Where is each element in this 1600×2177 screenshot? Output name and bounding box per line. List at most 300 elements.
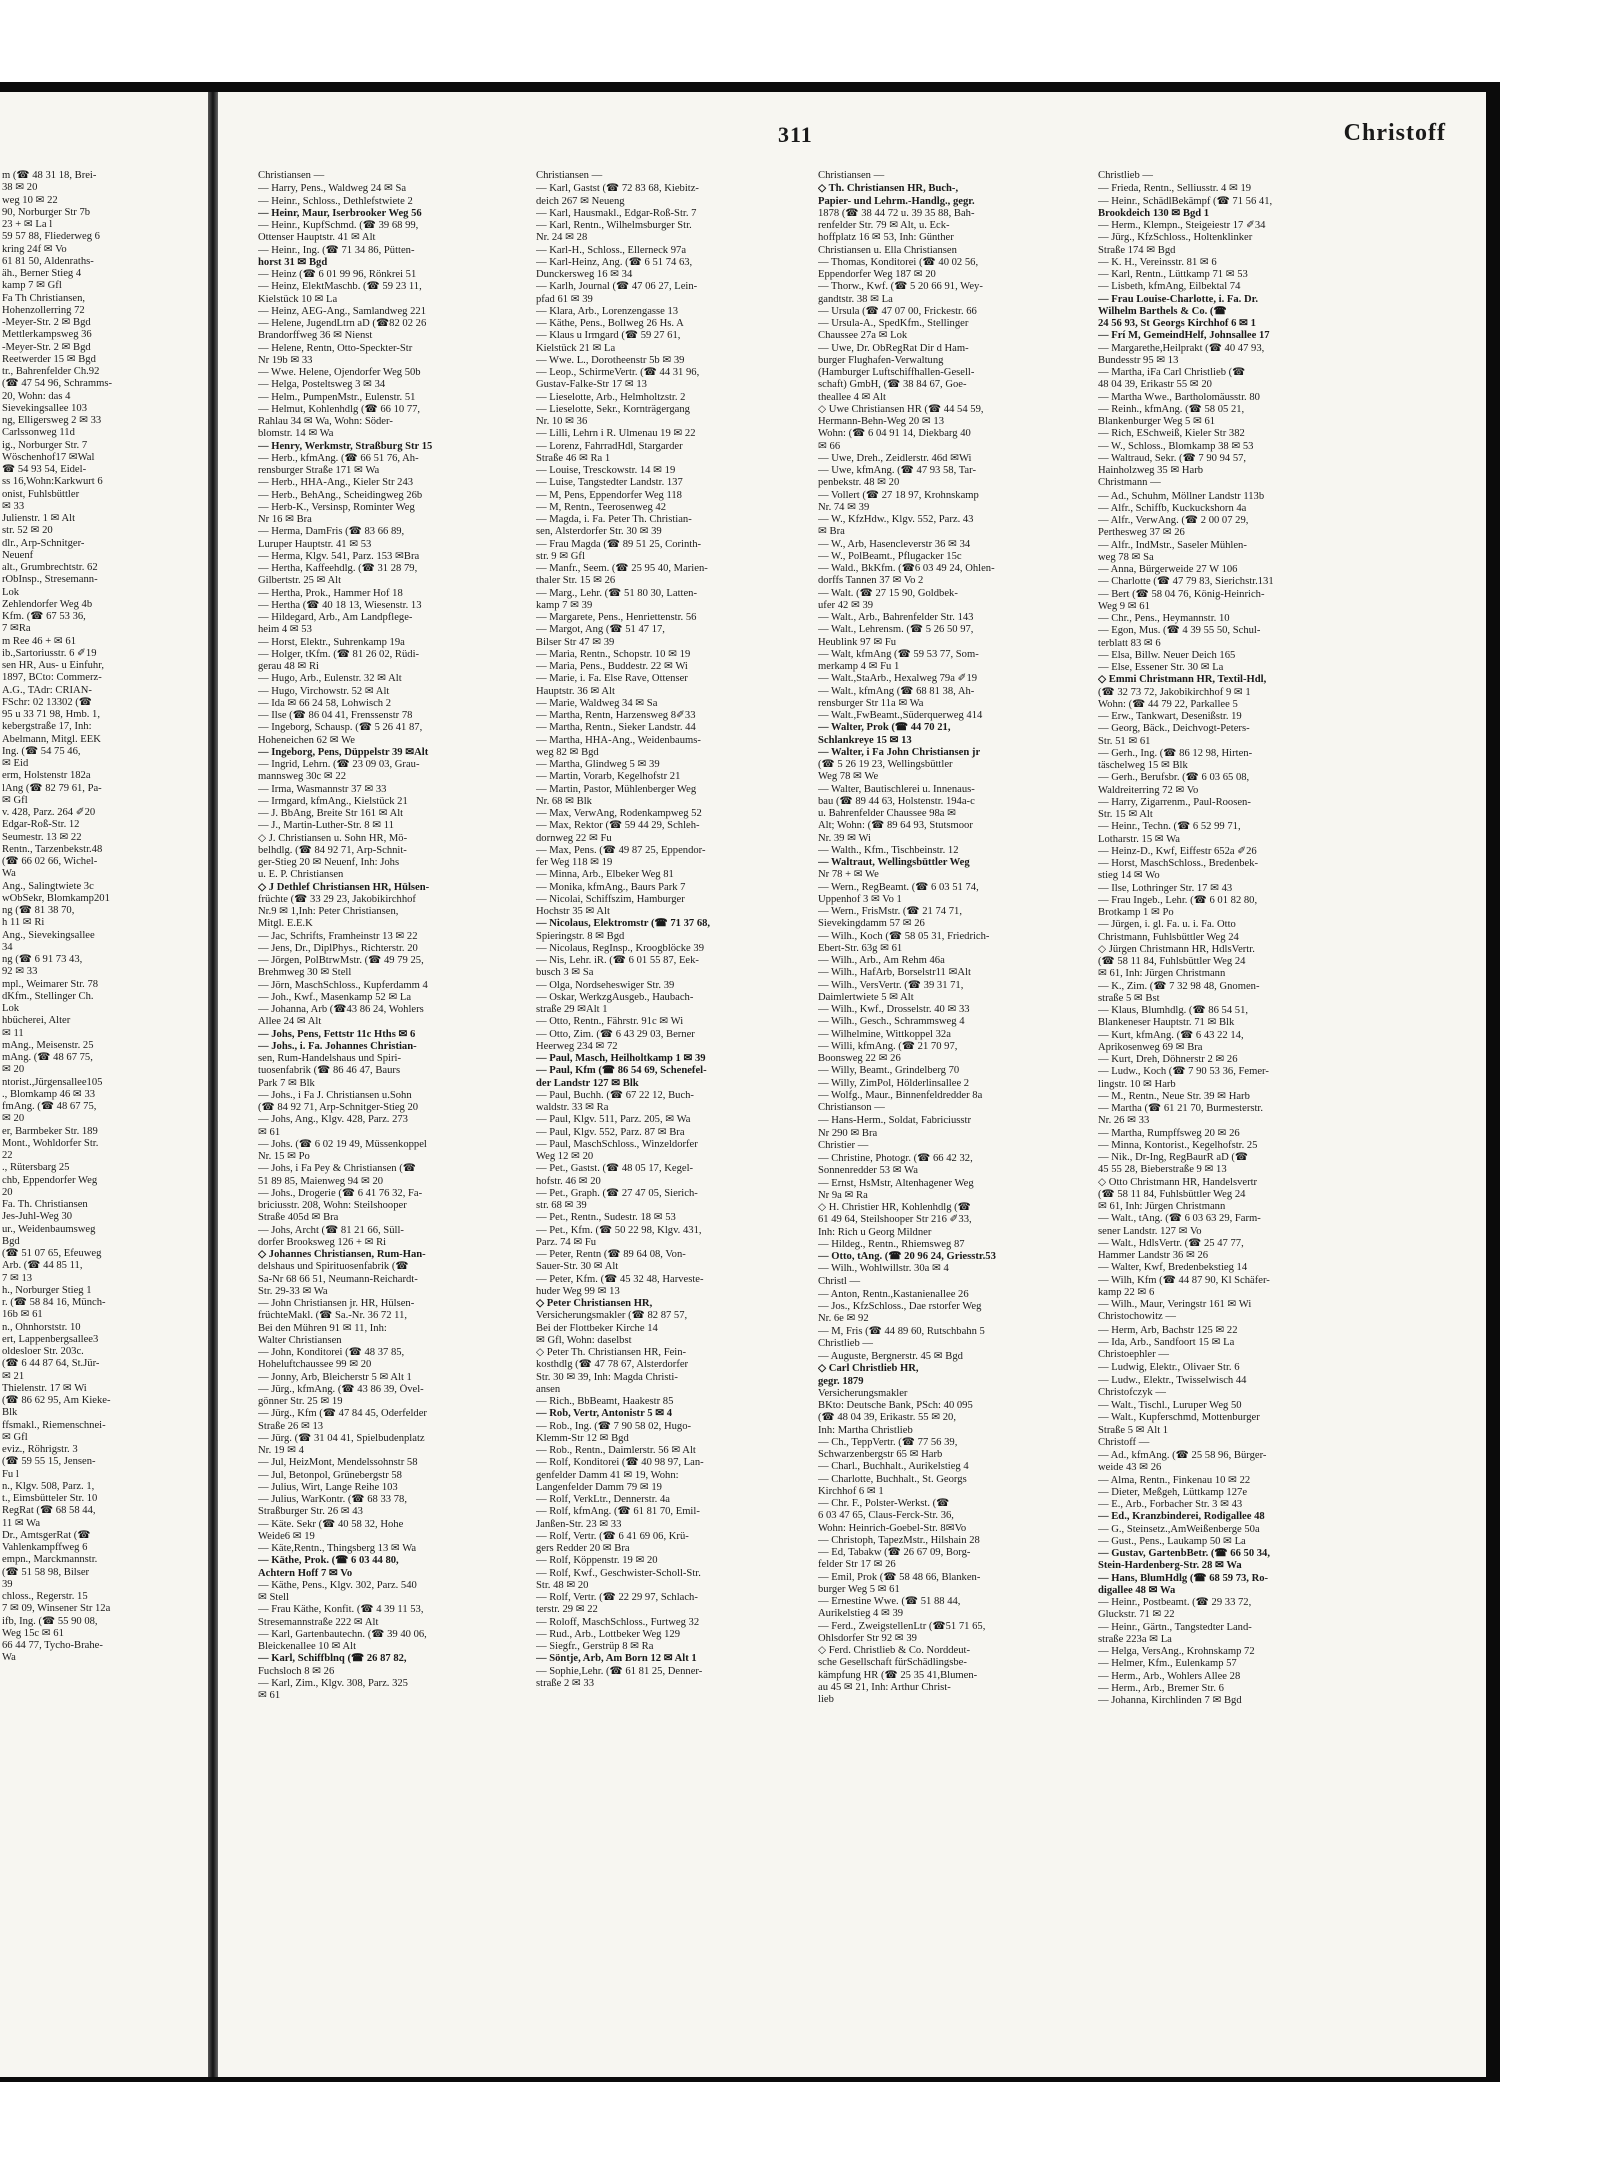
- directory-entry-line: — Jürg. (☎ 31 04 41, Spielbudenplatz: [258, 1432, 425, 1444]
- directory-entry-line: — Luise, Tangstedter Landstr. 137: [536, 477, 683, 489]
- directory-entry-line: — Karl, Schiffblnq (☎ 26 87 82,: [258, 1653, 407, 1665]
- directory-entry-line: str. 52 ✉ 20: [2, 525, 53, 537]
- directory-entry-line: ✉ Gfl: [2, 794, 28, 806]
- directory-entry-line: Nr. 10 ✉ 36: [536, 416, 588, 427]
- directory-entry-line: — Walt., tAng. (☎ 6 03 63 29, Farm-: [1098, 1213, 1261, 1225]
- directory-entry-line: kamp 7 ✉ 39: [536, 599, 593, 611]
- directory-entry-line: Schwarzenbergstr 65 ✉ Harb: [818, 1449, 943, 1460]
- directory-entry-line: Hoheluftchaussee 99 ✉ 20: [258, 1359, 372, 1371]
- directory-entry-line: str. 68 ✉ 39: [536, 1200, 587, 1211]
- directory-entry-line: Ohlsdorfer Str 92 ✉ 39: [818, 1632, 917, 1644]
- directory-entry-line: — Wilh., Arb., Am Rehm 46a: [818, 955, 945, 966]
- directory-entry-line: theallee 4 ✉ Alt: [818, 391, 887, 403]
- directory-entry-line: oldesloer Str. 203c.: [2, 1346, 84, 1357]
- directory-entry-line: Sievekingsallee 103: [2, 402, 88, 414]
- directory-entry-line: — Oskar, WerkzgAusgeb., Haubach-: [536, 991, 694, 1003]
- directory-entry-line: — Käte. Sekr (☎ 40 58 32, Hohe: [258, 1518, 404, 1530]
- directory-entry-line: — Wern., RegBeamt. (☎ 6 03 51 74,: [818, 881, 979, 893]
- directory-entry-line: n., Klgv. 508, Parz. 1,: [2, 1480, 95, 1492]
- directory-entry-line: busch 3 ✉ Sa: [536, 967, 594, 979]
- directory-entry-line: — Jürg., KfzSchloss., Holtenklinker: [1098, 232, 1253, 244]
- directory-entry-line: Hauptstr. 36 ✉ Alt: [536, 685, 615, 697]
- directory-entry-line: 16b ✉ 61: [2, 1309, 43, 1321]
- directory-entry-line: Kielstück 10 ✉ La: [258, 293, 338, 305]
- directory-entry-line: Gilbertstr. 25 ✉ Alt: [258, 575, 342, 587]
- directory-entry-line: — W., Arb, Hasencleverstr 36 ✉ 34: [818, 538, 971, 550]
- directory-entry-line: — Charl., Buchhalt., Aurikelstieg 4: [818, 1461, 969, 1473]
- directory-entry-line: Str. 29-33 ✉ Wa: [258, 1285, 328, 1297]
- directory-entry-line: Christlieb —: [1098, 170, 1154, 181]
- directory-entry-line: — Frau Käthe, Konfit. (☎ 4 39 11 53,: [258, 1604, 424, 1616]
- directory-entry-line: dorffs Tannen 37 ✉ Vo 2: [818, 575, 924, 587]
- directory-entry-line: — Martha, iFa Carl Christlieb (☎: [1098, 367, 1246, 378]
- directory-entry-line: — Waltraut, Wellingsbüttler Weg: [818, 857, 970, 868]
- directory-entry-line: — Rich., BbBeamt, Haakestr 85: [536, 1396, 674, 1407]
- directory-entry-line: 48 04 39, Erikastr 55 ✉ 20: [1098, 379, 1212, 391]
- directory-entry-line: 59 57 88, Fliederweg 6: [2, 231, 100, 243]
- directory-entry-line: ✉ 21: [2, 1370, 25, 1382]
- directory-entry-line: — Pet., Kfm. (☎ 50 22 98, Klgv. 431,: [536, 1224, 702, 1236]
- directory-entry-line: (☎ 59 55 15, Jensen-: [2, 1456, 96, 1468]
- directory-column-2: [536, 170, 768, 1690]
- directory-entry-line: u. E. P. Christiansen: [258, 869, 344, 881]
- directory-entry-line: (☎ 58 11 84, Fuhlsbüttler Weg 24: [1098, 956, 1246, 967]
- directory-entry-line: — Georg, Bäck., Deichvogt-Peters-: [1098, 723, 1250, 735]
- directory-entry-line: Zehlendorfer Weg 4b: [2, 598, 93, 610]
- directory-entry-line: — Rich, ESchweiß, Kieler Str 382: [1098, 428, 1245, 440]
- directory-entry-line: terstr. 29 ✉ 22: [536, 1604, 598, 1616]
- directory-entry-line: — Hildeg., Rentn., Rhiemsweg 87: [818, 1238, 965, 1250]
- directory-entry-line: 20, Wohn: das 4: [2, 390, 71, 402]
- directory-entry-line: — Ida, Arb., Sandfoort 15 ✉ La: [1098, 1336, 1235, 1348]
- directory-entry-line: — Ad., kfmAng. (☎ 25 58 96, Bürger-: [1098, 1450, 1267, 1461]
- directory-entry-line: Achtern Hoff 7 ✉ Vo: [258, 1567, 353, 1579]
- directory-entry-line: u. Bahrenfelder Chaussee 98a ✉: [818, 808, 957, 819]
- directory-entry-line: Hochstr 35 ✉ Alt: [536, 906, 610, 917]
- directory-entry-line: Blankenburger Weg 5 ✉ 61: [1098, 416, 1216, 427]
- directory-entry-line: Neuenf: [2, 549, 34, 561]
- directory-entry-line: — Ingrid, Lehrn. (☎ 23 09 03, Grau-: [258, 759, 420, 770]
- directory-entry-line: Boonsweg 22 ✉ 26: [818, 1053, 901, 1064]
- directory-entry-line: — E., Arb., Forbacher Str. 3 ✉ 43: [1098, 1499, 1243, 1510]
- directory-entry-line: — Max, Pens. (☎ 49 87 25, Eppendor-: [536, 844, 706, 856]
- directory-entry-line: tr., Bahrenfelder Ch.92: [2, 366, 100, 377]
- directory-entry-line: — Uwe, Dreh., Zeidlerstr. 46d ✉Wi: [818, 452, 972, 464]
- directory-entry-line: — Söntje, Arb, Am Born 12 ✉ Alt 1: [536, 1653, 697, 1665]
- directory-entry-line: Wilhelm Barthels & Co. (☎: [1098, 305, 1227, 317]
- directory-entry-line: — Ludw., Koch (☎ 7 90 53 36, Femer-: [1098, 1066, 1269, 1078]
- directory-entry-line: — Wilh., Gesch., Schrammsweg 4: [818, 1016, 965, 1028]
- directory-entry-line: Christmann —: [1098, 477, 1161, 489]
- directory-entry-line: ifb, Ing. (☎ 55 90 08,: [2, 1615, 98, 1627]
- directory-entry-line: der Landstr 127 ✉ Blk: [536, 1077, 639, 1089]
- directory-entry-line: Fa Th Christiansen,: [2, 292, 86, 304]
- directory-entry-line: — Joh., Kwf., Masenkamp 52 ✉ La: [258, 991, 412, 1003]
- directory-entry-line: — Karl, Rentn., Wilhelmsburger Str.: [536, 220, 692, 231]
- directory-entry-line: ✉ 61: [258, 1690, 281, 1701]
- directory-entry-line: lieb: [818, 1694, 834, 1705]
- directory-entry-line: — Ferd., ZweigstellenLtr (☎51 71 65,: [818, 1620, 986, 1632]
- directory-entry-line: Schlankreye 15 ✉ 13: [818, 734, 912, 746]
- directory-entry-line: ✉ Eid: [2, 758, 29, 769]
- directory-entry-line: t., Eimsbütteler Str. 10: [2, 1493, 98, 1504]
- directory-entry-line: dKfm., Stellinger Ch.: [2, 990, 94, 1002]
- directory-entry-line: ◇ J Dethlef Christiansen HR, Hülsen-: [258, 881, 430, 893]
- directory-entry-line: gönner Str. 25 ✉ 19: [258, 1396, 343, 1407]
- directory-entry-line: — Peter, Rentn (☎ 89 64 08, Von-: [536, 1249, 686, 1260]
- directory-entry-line: ◇ H. Christier HR, Kohlenhdlg (☎: [818, 1202, 971, 1213]
- directory-entry-line: Str. 15 ✉ Alt: [1098, 809, 1153, 820]
- directory-entry-line: Bundesstr 95 ✉ 13: [1098, 354, 1179, 366]
- directory-entry-line: — Johs, i Fa Pey & Christiansen (☎: [258, 1163, 416, 1175]
- directory-entry-line: ◇ Otto Christmann HR, Handelsvertr: [1098, 1176, 1258, 1188]
- directory-entry-line: — Heinr., SchädlBekämpf (☎ 71 56 41,: [1098, 195, 1273, 207]
- directory-entry-line: RegRat (☎ 68 58 44,: [2, 1505, 96, 1517]
- directory-entry-line: Straße 174 ✉ Bgd: [1098, 244, 1176, 256]
- directory-entry-line: — Wilh, Kfm (☎ 44 87 90, Kl Schäfer-: [1098, 1274, 1270, 1286]
- directory-entry-line: — Emil, Prok (☎ 58 48 66, Blanken-: [818, 1571, 981, 1583]
- directory-entry-line: BKto: Deutsche Bank, PSch: 40 095: [818, 1400, 973, 1411]
- directory-entry-line: — Marg., Lehr. (☎ 51 80 30, Latten-: [536, 587, 697, 599]
- directory-entry-line: — Max, Rektor (☎ 59 44 29, Schleh-: [536, 820, 700, 832]
- directory-entry-line: ng (☎ 81 38 70,: [2, 905, 75, 916]
- directory-entry-line: — W., PolBeamt., Pflugacker 15c: [818, 550, 962, 562]
- directory-entry-line: Parz. 74 ✉ Fu: [536, 1236, 597, 1248]
- page-number: 311: [778, 122, 813, 147]
- directory-entry-line: (☎ 47 54 96, Schramms-: [2, 378, 112, 390]
- directory-entry-line: — Uwe, kfmAng. (☎ 47 93 58, Tar-: [818, 465, 976, 476]
- directory-entry-line: — Henry, Werkmstr, Straßburg Str 15: [258, 440, 433, 452]
- directory-entry-line: — Nis, Lehr. iR. (☎ 6 01 55 87, Eek-: [536, 955, 699, 966]
- directory-entry-line: früchte (☎ 33 29 23, Jakobikirchhof: [258, 893, 416, 905]
- directory-entry-line: — Martha Wwe., Bartholomäusstr. 80: [1098, 391, 1260, 403]
- directory-entry-line: — Margarethe,Heilprakt (☎ 40 47 93,: [1098, 342, 1265, 354]
- directory-entry-line: — Paul, Masch, Heilholtkamp 1 ✉ 39: [536, 1053, 706, 1064]
- directory-entry-line: — Heinr., KupfSchmd. (☎ 39 68 99,: [258, 220, 419, 231]
- directory-entry-line: ng (☎ 6 91 73 43,: [2, 954, 83, 965]
- directory-entry-line: felder Str 17 ✉ 26: [818, 1559, 896, 1571]
- directory-entry-line: erm, Holstenstr 182a: [2, 770, 91, 782]
- directory-entry-line: Christiansen —: [818, 170, 885, 181]
- directory-entry-line: — Monika, kfmAng., Baurs Park 7: [536, 881, 686, 893]
- directory-entry-line: — Alma, Rentn., Finkenau 10 ✉ 22: [1098, 1474, 1251, 1486]
- directory-entry-line: — Ilse (☎ 86 04 41, Frenssenstr 78: [258, 710, 413, 721]
- directory-entry-line: — Heinr., Gärtn., Tangstedter Land-: [1098, 1621, 1252, 1633]
- directory-entry-line: (Hamburger Luftschiffhallen-Gesell-: [818, 367, 975, 378]
- directory-entry-line: — Hertha, Prok., Hammer Hof 18: [258, 587, 403, 599]
- directory-entry-line: — Hertha (☎ 40 18 13, Wiesenstr. 13: [258, 599, 422, 611]
- directory-entry-line: Versicherungsmakler (☎ 82 87 57,: [536, 1310, 688, 1322]
- directory-entry-line: ◇ Th. Christiansen HR, Buch-,: [818, 183, 959, 195]
- directory-entry-line: Sa-Nr 68 66 51, Neumann-Reichardt-: [258, 1273, 418, 1285]
- directory-entry-line: kamp 7 ✉ Gfl: [2, 280, 62, 292]
- directory-entry-line: straße 223a ✉ La: [1098, 1633, 1172, 1645]
- directory-entry-line: — Jörn, MaschSchloss., Kupferdamm 4: [258, 979, 428, 991]
- directory-entry-line: — Jörgen, PolBtrwMstr. (☎ 49 79 25,: [258, 955, 424, 966]
- directory-entry-line: Nr. 68 ✉ Blk: [536, 795, 592, 807]
- directory-entry-line: Christiansen —: [536, 170, 603, 181]
- directory-entry-line: — Johs, Pens, Fettstr 11c Hths ✉ 6: [258, 1028, 416, 1040]
- directory-entry-line: mannsweg 30c ✉ 22: [258, 771, 347, 783]
- directory-entry-line: Carlssonweg 11d: [2, 427, 75, 439]
- directory-entry-line: straße 5 ✉ Bst: [1098, 992, 1160, 1004]
- directory-entry-line: hofstr. 46 ✉ 20: [536, 1175, 601, 1187]
- directory-entry-line: — Erw., Tankwart, Desenißstr. 19: [1098, 711, 1242, 722]
- directory-entry-line: ☎ 54 93 54, Eidel-: [2, 464, 87, 475]
- directory-entry-line: — Johs, Archt (☎ 81 21 66, Süll-: [258, 1224, 404, 1236]
- directory-entry-line: Klemm-Str 12 ✉ Bgd: [536, 1432, 629, 1444]
- directory-entry-line: — Rolf, Vertr. (☎ 6 41 69 06, Krü-: [536, 1530, 689, 1542]
- directory-entry-line: — Martha, Rumpffsweg 20 ✉ 26: [1098, 1127, 1240, 1139]
- directory-entry-line: Straßburger Str. 26 ✉ 43: [258, 1506, 363, 1518]
- directory-entry-line: belhdlg. (☎ 84 92 71, Arp-Schnit-: [258, 844, 407, 856]
- directory-entry-line: — Martha, HHA-Ang., Weidenbaums-: [536, 734, 701, 746]
- directory-entry-line: Brandorffweg 36 ✉ Nienst: [258, 330, 373, 342]
- directory-entry-line: sen, Rum-Handelshaus und Spiri-: [258, 1053, 402, 1064]
- directory-entry-line: — Anton, Rentn.,Kastanienallee 26: [818, 1288, 969, 1300]
- directory-entry-line: — Karl, Gastst (☎ 72 83 68, Kiebitz-: [536, 183, 699, 195]
- directory-entry-line: — Paul, Buchh. (☎ 67 22 12, Buch-: [536, 1089, 694, 1101]
- directory-entry-line: (☎ 86 62 95, Am Kieke-: [2, 1395, 111, 1406]
- directory-entry-line: täschelweg 15 ✉ Blk: [1098, 760, 1188, 771]
- directory-entry-line: mpl., Weimarer Str. 78: [2, 978, 99, 990]
- directory-entry-line: ng, Elligersweg 2 ✉ 33: [2, 415, 102, 426]
- directory-entry-line: (☎ 66 02 66, Wichel-: [2, 856, 98, 867]
- directory-entry-line: Christiansen —: [258, 170, 325, 181]
- directory-entry-line: thaler Str. 15 ✉ 26: [536, 575, 616, 587]
- directory-entry-line: — Heinr., Ing. (☎ 71 34 86, Pütten-: [258, 244, 415, 256]
- directory-entry-line: terblatt 83 ✉ 6: [1098, 637, 1161, 649]
- directory-entry-line: weg 10 ✉ 22: [2, 194, 58, 206]
- directory-entry-line: — M., Rentn., Neue Str. 39 ✉ Harb: [1098, 1090, 1250, 1102]
- directory-entry-line: bau (☎ 89 44 63, Holstenstr. 194a-c: [818, 795, 975, 807]
- directory-entry-line: alt., Grumbrechtstr. 62: [2, 562, 98, 573]
- directory-entry-line: — Gerh., Ing. (☎ 86 12 98, Hirten-: [1098, 747, 1253, 759]
- directory-entry-line: — Ch., TeppVertr. (☎ 77 56 39,: [818, 1436, 958, 1448]
- directory-entry-line: — Otto, Rentn., Fährstr. 91c ✉ Wi: [536, 1016, 684, 1028]
- directory-entry-line: Hoheneichen 62 ✉ We: [258, 734, 355, 746]
- directory-entry-line: sen, Alsterdorfer Str. 30 ✉ 39: [536, 526, 662, 538]
- directory-entry-line: Stein-Hardenberg-Str. 28 ✉ Wa: [1098, 1560, 1242, 1572]
- directory-entry-line: Eppendorfer Weg 187 ✉ 20: [818, 269, 936, 280]
- directory-entry-line: burger Flughafen-Verwaltung: [818, 354, 944, 366]
- directory-entry-line: — Thorw., Kwf. (☎ 5 20 66 91, Wey-: [818, 281, 983, 293]
- directory-entry-line: — Rob., Rentn., Daimlerstr. 56 ✉ Alt: [536, 1445, 696, 1456]
- directory-entry-line: ◇ J. Christiansen u. Sohn HR, Mö-: [258, 832, 408, 844]
- directory-entry-line: kring 24f ✉ Vo: [2, 243, 67, 255]
- directory-entry-line: — Pet., Graph. (☎ 27 47 05, Sierich-: [536, 1187, 698, 1199]
- directory-entry-line: 22: [2, 1150, 13, 1161]
- directory-entry-line: fmAng. (☎ 48 67 75,: [2, 1101, 97, 1112]
- directory-entry-line: Blankeneser Hauptstr. 71 ✉ Blk: [1098, 1017, 1235, 1029]
- directory-entry-line: 7 ✉ 13: [2, 1272, 33, 1284]
- directory-entry-line: — Walter, Kwf, Bredenbekstieg 14: [1098, 1262, 1248, 1274]
- directory-entry-line: — Ingeborg, Pens, Düppelstr 39 ✉Alt: [258, 746, 429, 758]
- directory-entry-line: — John, Konditorei (☎ 48 37 85,: [258, 1347, 405, 1358]
- directory-entry-line: Ang., Salingtwiete 3c: [2, 880, 94, 892]
- directory-entry-line: straße 29 ✉Alt 1: [536, 1004, 608, 1015]
- directory-entry-line: — Sophie,Lehr. (☎ 61 81 25, Denner-: [536, 1665, 703, 1677]
- directory-entry-line: Nr 16 ✉ Bra: [258, 514, 312, 525]
- directory-entry-line: — Rolf, kfmAng. (☎ 61 81 70, Emil-: [536, 1506, 700, 1518]
- directory-entry-line: Christmann, Fuhlsbüttler Weg 24: [1098, 931, 1239, 943]
- directory-entry-line: v. 428, Parz. 264 ✐20: [2, 807, 96, 818]
- directory-entry-line: Wohn: (☎ 6 04 91 14, Diekbarg 40: [818, 428, 971, 440]
- directory-entry-line: Janßen-Str. 23 ✉ 33: [536, 1518, 622, 1530]
- directory-entry-line: ◇ Ferd. Christlieb & Co. Norddeut-: [818, 1645, 971, 1656]
- directory-entry-line: Papier- und Lehrm.-Handlg., gegr.: [818, 195, 975, 207]
- directory-entry-line: — Jul, HeizMont, Mendelssohnstr 58: [258, 1457, 418, 1469]
- directory-entry-line: -Meyer-Str. 2 ✉ Bgd: [2, 341, 91, 353]
- directory-entry-line: 24 56 93, St Georgs Kirchhof 6 ✉ 1: [1098, 318, 1256, 329]
- directory-entry-line: — Chr. F., Polster-Werkst. (☎: [818, 1498, 950, 1509]
- directory-entry-line: ◇ Peter Th. Christiansen HR, Fein-: [536, 1347, 687, 1358]
- directory-entry-line: — Rud., Arb., Lottbeker Weg 129: [536, 1628, 681, 1640]
- directory-entry-line: — G., Steinsetz.,AmWeißenberge 50a: [1098, 1523, 1260, 1535]
- directory-entry-line: Ottenser Hauptstr. 41 ✉ Alt: [258, 232, 376, 244]
- directory-entry-line: — Heinr., Postbeamt. (☎ 29 33 72,: [1098, 1597, 1252, 1608]
- directory-entry-line: ib.,Sartoriusstr. 6 ✐19: [2, 647, 97, 659]
- directory-entry-line: — Helmut, Kohlenhdlg (☎ 66 10 77,: [258, 403, 421, 415]
- directory-entry-line: renfelder Str. 79 ✉ Alt, u. Eck-: [818, 220, 950, 231]
- directory-entry-line: Nr 78 + ✉ We: [818, 869, 879, 881]
- directory-entry-line: Str. 48 ✉ 20: [536, 1579, 589, 1591]
- directory-entry-line: A.G., TAdr: CRIAN-: [2, 684, 92, 696]
- directory-entry-line: (☎ 58 11 84, Fuhlsbüttler Weg 24: [1098, 1188, 1246, 1200]
- directory-entry-line: Luruper Hauptstr. 41 ✉ 53: [258, 538, 372, 550]
- directory-entry-line: — Christoph, TapezMstr., Hilshain 28: [818, 1534, 980, 1546]
- directory-entry-line: — Walt., Arb., Bahrenfelder Str. 143: [818, 612, 974, 623]
- directory-entry-line: — Walt., Kupferschmd, Mottenburger: [1098, 1412, 1260, 1424]
- directory-entry-line: — Lilli, Lehrn i R. Ulmenau 19 ✉ 22: [536, 428, 696, 440]
- directory-entry-line: Christoff —: [1098, 1436, 1150, 1448]
- directory-entry-line: — Christine, Photogr. (☎ 66 42 32,: [818, 1153, 973, 1164]
- directory-entry-line: — Heinz, AEG-Ang., Samlandweg 221: [258, 305, 426, 317]
- directory-entry-line: — Charlotte (☎ 47 79 83, Sierichstr.131: [1098, 576, 1274, 588]
- directory-entry-line: — Jonny, Arb, Bleicherstr 5 ✉ Alt 1: [258, 1371, 412, 1383]
- directory-entry-line: — Walt., Lehrensm. (☎ 5 26 50 97,: [818, 624, 974, 636]
- directory-entry-line: — Gerh., Berufsbr. (☎ 6 03 65 08,: [1098, 772, 1250, 784]
- directory-entry-line: — Minna, Kontorist., Kegelhofstr. 25: [1098, 1139, 1258, 1151]
- directory-entry-line: m Ree 46 + ✉ 61: [2, 635, 76, 647]
- directory-entry-line: — Harry, Pens., Waldweg 24 ✉ Sa: [258, 183, 407, 195]
- directory-entry-line: — M, Rentn., Teerosenweg 42: [536, 501, 666, 513]
- directory-entry-line: onist, Fuhlsbüttler: [2, 488, 80, 500]
- directory-entry-line: m (☎ 48 31 18, Brei-: [2, 170, 97, 181]
- directory-entry-line: gers Redder 20 ✉ Bra: [536, 1543, 630, 1554]
- directory-entry-line: (☎ 48 04 39, Erikastr. 55 ✉ 20,: [818, 1412, 957, 1424]
- directory-entry-line: Fuchsloch 8 ✉ 26: [258, 1665, 335, 1677]
- directory-entry-line: Christiansen u. Ella Christiansen: [818, 244, 957, 256]
- directory-entry-line: — Käthe, Prok. (☎ 6 03 44 80,: [258, 1555, 399, 1567]
- directory-entry-line: — Rolf, Kwf., Geschwister-Scholl-Str.: [536, 1567, 701, 1579]
- directory-entry-line: — Lieselotte, Arb., Helmholtzstr. 2: [536, 391, 686, 403]
- directory-entry-line: — Peter, Kfm. (☎ 45 32 48, Harveste-: [536, 1273, 704, 1285]
- directory-entry-line: — J., Martin-Luther-Str. 8 ✉ 11: [258, 820, 394, 832]
- directory-entry-line: — Willy, Beamt., Grindelberg 70: [818, 1065, 960, 1077]
- directory-entry-line: Blk: [2, 1407, 18, 1419]
- directory-entry-line: Jes-Juhl-Weg 30: [2, 1211, 73, 1223]
- directory-entry-line: — Walt.,FwBeamt.,Süderquerweg 414: [818, 710, 983, 721]
- directory-entry-line: — Ursula-A., SpedKfm., Stellinger: [818, 318, 969, 329]
- directory-entry-line: — Marie, i. Fa. Else Rave, Ottenser: [536, 673, 688, 685]
- directory-entry-line: — Horst, Elektr., Suhrenkamp 19a: [258, 636, 405, 648]
- directory-entry-line: — Johanna, Kirchlinden 7 ✉ Bgd: [1098, 1695, 1242, 1706]
- directory-entry-line: — Walt, kfmAng (☎ 59 53 77, Som-: [818, 648, 979, 660]
- directory-entry-line: — Martha, Rentn, Harzensweg 8✐33: [536, 710, 696, 721]
- directory-entry-line: Kirchhof 6 ✉ 1: [818, 1485, 884, 1497]
- directory-entry-line: — Wald., BkKfm. (☎6 03 49 24, Ohlen-: [818, 563, 995, 574]
- directory-entry-line: ✉ Bra: [818, 526, 845, 538]
- directory-entry-line: Straße 5 ✉ Alt 1: [1098, 1424, 1169, 1436]
- directory-entry-line: — Jens, Dr., DiplPhys., Richterstr. 20: [258, 942, 418, 954]
- directory-entry-line: — Wilh., Wohlwillstr. 30a ✉ 4: [818, 1263, 949, 1275]
- directory-entry-line: — Herma, Klgv. 541, Parz. 153 ✉Bra: [258, 550, 420, 562]
- directory-entry-line: ✉ Gfl, Wohn: daselbst: [536, 1334, 632, 1346]
- directory-entry-line: weg 82 ✉ Bgd: [536, 746, 599, 758]
- directory-entry-line: fer Weg 118 ✉ 19: [536, 857, 613, 868]
- directory-entry-line: Lotharstr. 15 ✉ Wa: [1098, 833, 1180, 845]
- directory-entry-line: — Walt., Tischl., Luruper Weg 50: [1098, 1400, 1242, 1411]
- directory-entry-line: — Ernst, HsMstr, Altenhagener Weg: [818, 1177, 974, 1189]
- directory-entry-line: 1878 (☎ 38 44 72 u. 39 35 88, Bah-: [818, 207, 975, 219]
- directory-entry-line: — Wolfg., Maur., Binnenfeldredder 8a: [818, 1089, 983, 1101]
- directory-entry-line: Heublink 97 ✉ Fu: [818, 636, 897, 648]
- directory-entry-line: kosthdlg (☎ 47 78 67, Alsterdorfer: [536, 1359, 689, 1371]
- directory-entry-line: Wohn: (☎ 44 79 22, Parkallee 5: [1098, 698, 1238, 710]
- directory-entry-line: rensburger Straße 171 ✉ Wa: [258, 465, 380, 476]
- directory-entry-line: — Walt. (☎ 27 15 90, Goldbek-: [818, 587, 958, 599]
- directory-entry-line: huder Weg 99 ✉ 13: [536, 1285, 620, 1297]
- directory-entry-line: — Otto, tAng. (☎ 20 96 24, Griesstr.53: [818, 1251, 996, 1262]
- directory-entry-line: Kfm. (☎ 67 53 36,: [2, 611, 86, 622]
- directory-entry-line: — Lieselotte, Sekr., Kornträgergang: [536, 403, 690, 415]
- directory-entry-line: — Paul, Kfm (☎ 86 54 69, Schenefel-: [536, 1065, 707, 1077]
- directory-entry-line: — Roloff, MaschSchloss., Furtweg 32: [536, 1616, 700, 1628]
- directory-entry-line: Kielstück 21 ✉ La: [536, 342, 616, 354]
- directory-entry-line: — Karlh, Journal (☎ 47 06 27, Lein-: [536, 281, 698, 293]
- directory-entry-line: — Wilh., HafArb, Borselstr11 ✉Alt: [818, 967, 971, 979]
- directory-entry-line: — Otto, Zim. (☎ 6 43 29 03, Berner: [536, 1028, 695, 1040]
- directory-entry-line: — Heinz (☎ 6 01 99 96, Rönkrei 51: [258, 269, 417, 280]
- directory-entry-line: — Herb-K., Versinsp, Rominter Weg: [258, 501, 415, 513]
- directory-entry-line: — K. H., Vereinsstr. 81 ✉ 6: [1098, 256, 1217, 268]
- directory-entry-line: — Martha, Rentn., Sieker Landstr. 44: [536, 722, 696, 734]
- directory-entry-line: Uppenhof 3 ✉ Vo 1: [818, 893, 902, 905]
- left-page-fragment: [0, 92, 208, 2077]
- directory-entry-line: — Horst, MaschSchloss., Bredenbek-: [1098, 858, 1259, 869]
- directory-entry-line: — Helmer, Kfm., Eulenkamp 57: [1098, 1658, 1237, 1670]
- directory-entry-line: (☎ 6 44 87 64, St.Jür-: [2, 1358, 100, 1370]
- directory-entry-line: — M, Pens, Eppendorfer Weg 118: [536, 489, 682, 501]
- directory-entry-line: — Herb., HHA-Ang., Kieler Str 243: [258, 477, 414, 489]
- directory-entry-line: — Ursula (☎ 47 07 00, Frickestr. 66: [818, 305, 977, 317]
- directory-entry-line: — Ludw., Elektr., Twisselwisch 44: [1098, 1374, 1247, 1386]
- directory-entry-line: gegr. 1879: [818, 1375, 864, 1387]
- directory-entry-line: — W., KfzHdw., Klgv. 552, Parz. 43: [818, 514, 974, 525]
- directory-entry-line: — Herma, DamFris (☎ 83 66 89,: [258, 526, 405, 538]
- directory-entry-line: — Klaus u Irmgard (☎ 59 27 61,: [536, 330, 681, 342]
- directory-entry-line: Wöschenhof17 ✉Wal: [2, 451, 95, 463]
- directory-entry-line: — Hugo, Arb., Eulenstr. 32 ✉ Alt: [258, 673, 402, 685]
- directory-entry-line: ✉ 20: [2, 1064, 25, 1076]
- directory-entry-line: Nr 290 ✉ Bra: [818, 1127, 878, 1139]
- directory-entry-line: Julienstr. 1 ✉ Alt: [2, 513, 76, 524]
- directory-entry-line: wObSekr, Blomkamp201: [2, 892, 110, 904]
- directory-entry-line: briciusstr. 208, Wohn: Steilshooper: [258, 1200, 407, 1211]
- directory-entry-line: FSchr: 02 13302 (☎: [2, 696, 93, 708]
- directory-entry-line: ✉ 33: [2, 500, 25, 512]
